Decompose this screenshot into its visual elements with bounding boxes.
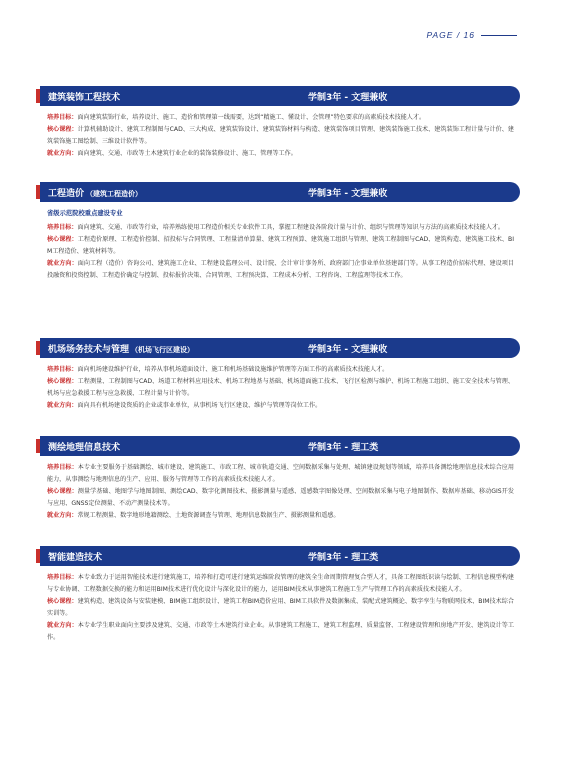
program-study-info: 学制3年 - 理工类 [308, 442, 379, 453]
program-study-info: 学制3年 - 文理兼收 [308, 92, 388, 103]
job-line: 就业方向：面向建筑、交通、市政等土木建筑行业企业的装饰装修设计、施工、管理等工作。 [47, 150, 297, 157]
program-section [40, 546, 520, 644]
program-title-bar [40, 182, 520, 202]
goal-line: 培养目标：本专业主要服务于基础测绘、城市建设、建筑施工、市政工程、城市轨道交通、空间数据采集与处理、城镇建设规划等领域，培养具备测绘地理信息技术综合应用能力，从事测绘与地理信息的生产、应用、服务与管理等工作的高素质技术技能人才。 [47, 464, 515, 483]
page-header [426, 30, 517, 40]
course-line: 核心课程：计算机辅助设计、建筑工程制图与CAD、三大构成、建筑装饰设计、建筑装饰材料与构造、建筑装饰项目管理、建筑装饰施工技术、建筑装饰工程计量与计价、建筑装饰施工图绘制、三维设计软件等。 [47, 126, 514, 145]
program-title: 智能建造技术 [48, 552, 103, 563]
job-line: 就业方向：面向工程（造价）咨询公司、建筑施工企业、工程建设监理公司、设计院、会计审计事务所、政府部门企事业单位基建部门等。从事工程造价招标代理、建设项目投融资和投资控制、工程造价确定与控制、投标报价决策、合同管理、工程预决算、工程成本分析、工程咨询、工程监理等技术工作。 [47, 260, 515, 279]
course-line: 核心课程：工程造价原理、工程造价控制、招投标与合同管理、工程量清单算量、建筑工程预算、建筑施工组织与管理、建筑工程制图与CAD、建筑构造、建筑施工技术、BIM工程造价、建筑材料等。 [47, 236, 515, 255]
job-line: 就业方向：面向具有机场建设资质的企业或事业单位，从事机场飞行区建设、维护与管理等岗位工作。 [47, 402, 322, 409]
goal-line: 培养目标：面向机场建设维护行业，培养从事机场道面设计、施工和机场基础设施维护管理等方面工作的高素质技术技能人才。 [47, 366, 389, 373]
program-highlight: 省级示范院校重点建设专业 [47, 210, 123, 217]
job-line: 就业方向：常规工程测量、数字地形地籍测绘、土地资源调查与管理、地理信息数据生产、摄影测量和遥感。 [47, 512, 340, 519]
header-rule [481, 35, 517, 36]
program-section [40, 436, 520, 522]
course-line: 核心课程：测量学基础、地图学与地图制图、测绘CAD、数字化测图技术、摄影测量与遥感、遥感数字图像处理、空间数据采集与电子地图制作、数据库基础、移动GIS开发与应用、GNSS定位测量、不动产测量技术等。 [47, 488, 514, 507]
page-number: PAGE / 16 [426, 30, 475, 40]
goal-line: 培养目标：面向建筑装饰行业，培养设计、施工、造价和管理第一线需要，达到“精施工、懂设计、会管理”特色要求的高素质技术技能人才。 [47, 114, 426, 121]
program-section [40, 338, 520, 412]
program-title: 建筑装饰工程技术 [48, 92, 121, 103]
goal-line: 培养目标：本专业致力于运用智能技术进行建筑施工，培养和打造可进行建筑运维阶段管理的建筑全生命周期管理复合型人才，具备工程图纸识读与绘制、工程信息模型构建与专业协调、工程数据交换的能力和运用BIM技术进行优化设计与深化设计的能力，运用BIM技术从事建筑工程施工生产与管理工作的高素质技术技能人才。 [47, 574, 515, 593]
program-study-info: 学制3年 - 理工类 [308, 552, 379, 563]
program-study-info: 学制3年 - 文理兼收 [308, 344, 388, 355]
program-study-info: 学制3年 - 文理兼收 [308, 188, 388, 199]
program-section [40, 86, 520, 160]
program-title-bar [40, 338, 520, 358]
program-title-bar [40, 436, 520, 456]
program-section [40, 182, 520, 282]
course-line: 核心课程：建筑构造、建筑设备与安装建模、BIM施工组织设计、建筑工程BIM造价应用、BIM工具软件及数据集成、装配式建筑概论、数字孪生与物联网技术、BIM技术综合实训等。 [47, 598, 515, 617]
program-title-bar [40, 546, 520, 566]
course-line: 核心课程：工程测量、工程制图与CAD、场道工程材料应用技术、机场工程地基与基础、机场道面施工技术、飞行区检测与维护、机场工程施工组织、施工安全技术与管理、机场与应急救援工程与应急救援、工程计量与计价等。 [47, 378, 514, 397]
job-line: 就业方向：本专业学生职业面向主要涉及建筑、交通、市政等土木建筑行业企业。从事建筑工程施工、建筑工程监理、质量监督、工程建设管理和房地产开发、建筑设计等工作。 [47, 622, 515, 641]
program-title: 机场场务技术与管理 （机场飞行区建设） [48, 344, 195, 355]
goal-line: 培养目标：面向建筑、交通、市政等行业，培养熟练使用工程造价相关专业软件工具，掌握工程建设各阶段计量与计价、组织与管理等知识与方法的高素质技术技能人才。 [47, 224, 505, 231]
program-title-bar [40, 86, 520, 106]
program-title: 工程造价 （建筑工程造价） [48, 188, 143, 199]
program-title: 测绘地理信息技术 [48, 442, 121, 453]
